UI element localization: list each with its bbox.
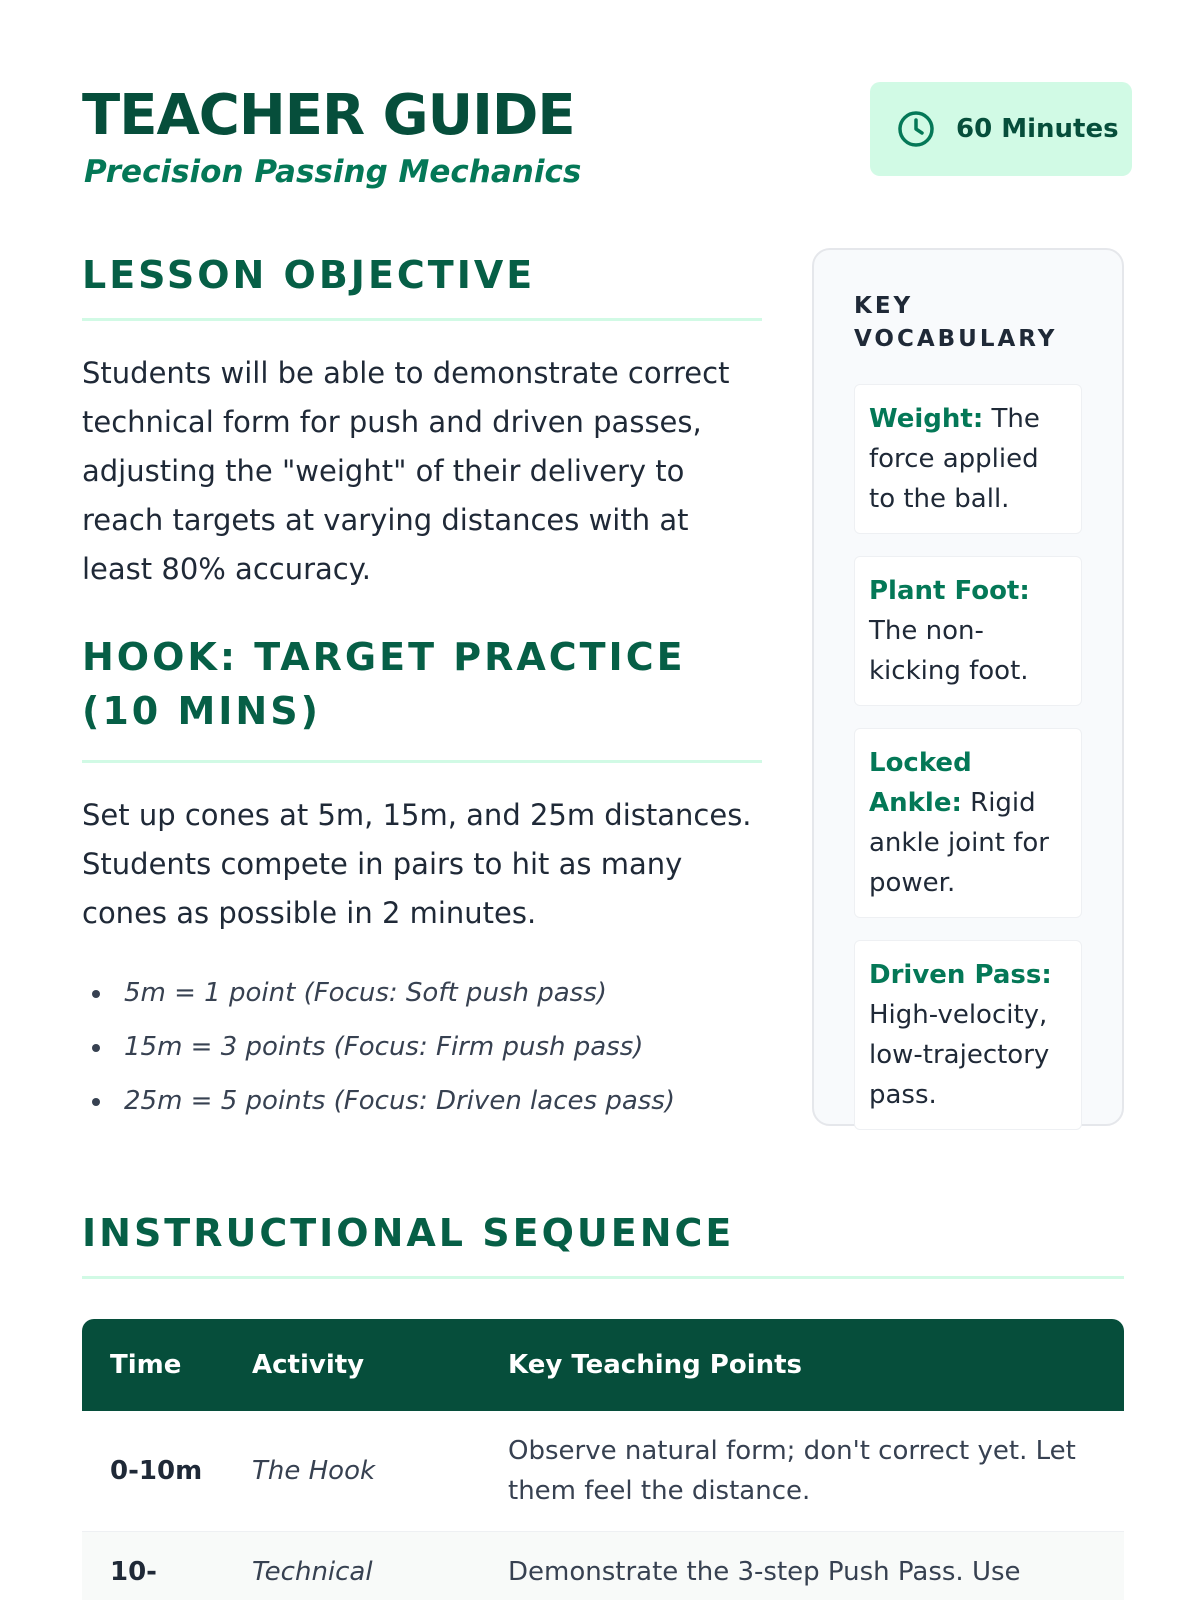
vocab-term: Weight: [869,404,984,434]
cell-activity: The Hook [224,1411,480,1532]
hook-text: Set up cones at 5m, 15m, and 25m distances. Students compete in pairs to hit as many cones as possible in 2 minutes. [82,798,752,930]
column-header-key-teaching-points: Key Teaching Points [480,1319,1124,1411]
vocab-card [854,728,1082,918]
section-divider [82,1276,1124,1279]
vocab-definition: The non-kicking foot. [869,616,1029,686]
list-item: 15m = 3 points (Focus: Firm push pass) [82,1020,762,1074]
vocab-term: Locked Ankle: [869,748,972,818]
vocab-card [854,384,1082,534]
list-item: 25m = 5 points (Focus: Driven laces pass) [82,1074,762,1128]
instructional-sequence-section [82,1206,1124,1600]
column-header-time: Time [82,1319,224,1411]
lesson-objective-section [82,248,762,594]
cell-activity: Technical [224,1532,480,1600]
page-header [82,80,1132,200]
key-vocabulary-title: KEY VOCABULARY [854,293,1058,352]
page-subtitle: Precision Passing Mechanics [84,154,582,190]
duration-label: 60 Minutes [956,114,1119,144]
list-item: 5m = 1 point (Focus: Soft push pass) [82,966,762,1020]
vocab-card [854,556,1082,706]
vocab-card [854,940,1082,1130]
duration-badge [870,82,1132,176]
instructional-sequence-heading: INSTRUCTIONAL SEQUENCE [82,1211,735,1255]
vocab-definition: Rigid ankle joint for power. [869,788,1049,898]
vocab-term: Plant Foot: [869,576,1030,606]
sequence-table [82,1319,1124,1600]
table-row [82,1411,1124,1532]
table-row [82,1532,1124,1600]
page-title: TEACHER GUIDE [82,83,575,148]
vocab-definition: The force applied to the ball. [869,404,1040,514]
vocab-definition: High-velocity, low-trajectory pass. [869,1000,1050,1110]
clock-icon [896,109,936,149]
key-vocabulary-panel [812,248,1124,1126]
cell-teaching-points: Observe natural form; don't correct yet. Let them feel the distance. [480,1411,1124,1532]
table-header-row [82,1319,1124,1411]
cell-teaching-points: Demonstrate the 3-step Push Pass. Use [480,1532,1124,1600]
hook-section [82,630,762,1128]
scoring-list [82,966,762,1128]
cell-time: 10- [82,1532,224,1600]
section-divider [82,318,762,321]
vocab-term: Driven Pass: [869,960,1052,990]
hook-heading: HOOK: TARGET PRACTICE (10 MINS) [82,635,686,733]
lesson-objective-text: Students will be able to demonstrate correct technical form for push and driven passes, adjusting the "weight" of their delivery to reach targets at varying distances with at least 80% accuracy. [82,356,730,586]
lesson-objective-heading: LESSON OBJECTIVE [82,253,536,297]
cell-time: 0-10m [82,1411,224,1532]
section-divider [82,760,762,763]
column-header-activity: Activity [224,1319,480,1411]
